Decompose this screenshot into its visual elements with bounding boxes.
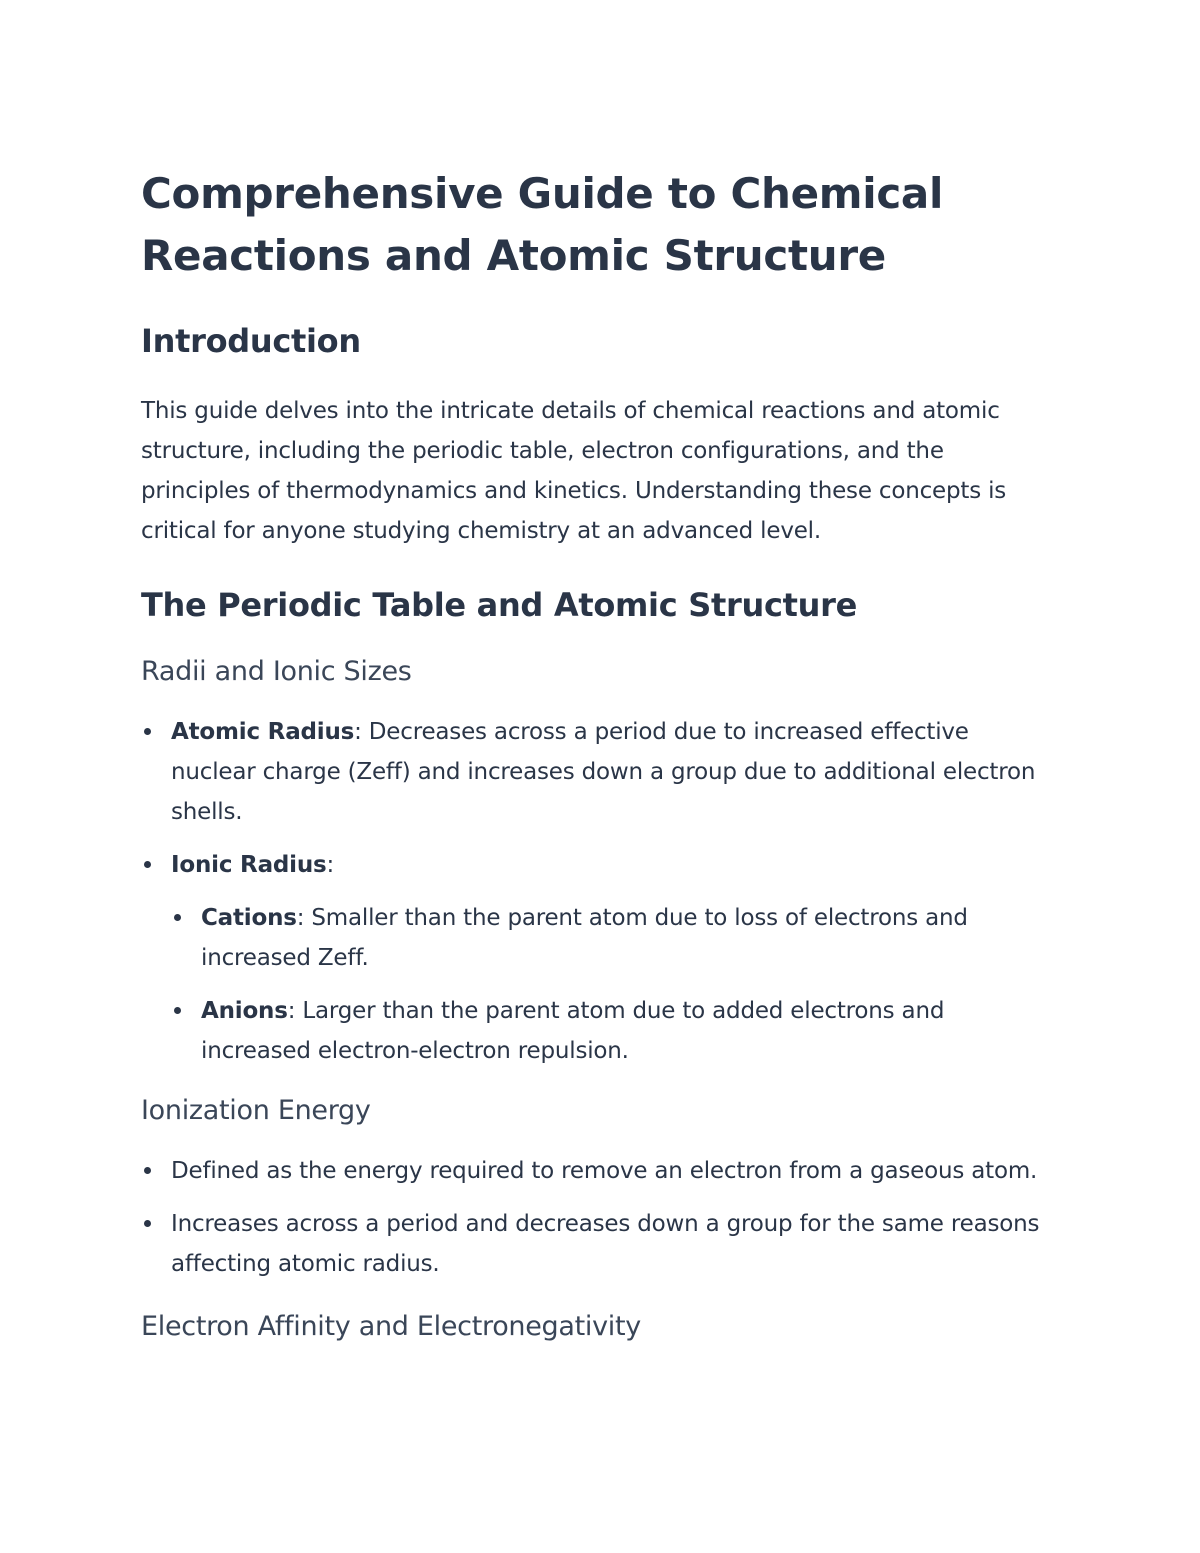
ionization-item-text: Defined as the energy required to remove an electron from a gaseous atom. — [171, 1158, 1038, 1184]
bullet-icon — [144, 861, 151, 868]
list-item-atomic-radius — [141, 712, 1060, 832]
bullet-icon — [174, 914, 181, 921]
cations-text: : Smaller than the parent atom due to loss of electrons and increased Zeff. — [201, 905, 968, 971]
periodic-table-heading: The Periodic Table and Atomic Structure — [141, 586, 857, 624]
list-item — [141, 1151, 1060, 1191]
ionization-item-text: Increases across a period and decreases down a group for the same reasons affecting atomic radius. — [171, 1211, 1040, 1277]
term-anions: Anions — [201, 998, 288, 1024]
radii-heading: Radii and Ionic Sizes — [141, 656, 412, 687]
term-atomic-radius: Atomic Radius — [171, 719, 355, 745]
list-item-ionic-radius — [141, 845, 1060, 1071]
anions-text: : Larger than the parent atom due to added electrons and increased electron-electron repulsion. — [201, 998, 945, 1064]
term-cations: Cations — [201, 905, 297, 931]
list-item — [141, 1204, 1060, 1284]
bullet-icon — [174, 1007, 181, 1014]
introduction-paragraph: This guide delves into the intricate details of chemical reactions and atomic structure, including the periodic table, electron configurations, and the principles of thermodynamics and kinetics. Understanding these concepts is critical for anyone studying chemistry at an advanced level. — [141, 398, 1007, 544]
term-ionic-radius: Ionic Radius — [171, 852, 327, 878]
electron-affinity-heading: Electron Affinity and Electronegativity — [141, 1311, 641, 1342]
list-item-anions — [171, 991, 1060, 1071]
ionic-radius-text: : — [326, 852, 335, 878]
page-title: Comprehensive Guide to Chemical Reactions and Atomic Structure — [141, 169, 944, 280]
ionic-radius-sublist — [171, 898, 1060, 1071]
bullet-icon — [144, 728, 151, 735]
ionization-energy-heading: Ionization Energy — [141, 1095, 371, 1126]
atomic-radius-text: : Decreases across a period due to increased effective nuclear charge (Zeff) and increases down a group due to additional electron shells. — [171, 719, 1036, 825]
bullet-icon — [144, 1220, 151, 1227]
ionization-list — [141, 1151, 1060, 1284]
introduction-heading: Introduction — [141, 322, 361, 360]
radii-list — [141, 712, 1060, 1071]
list-item-cations — [171, 898, 1060, 978]
bullet-icon — [144, 1167, 151, 1174]
